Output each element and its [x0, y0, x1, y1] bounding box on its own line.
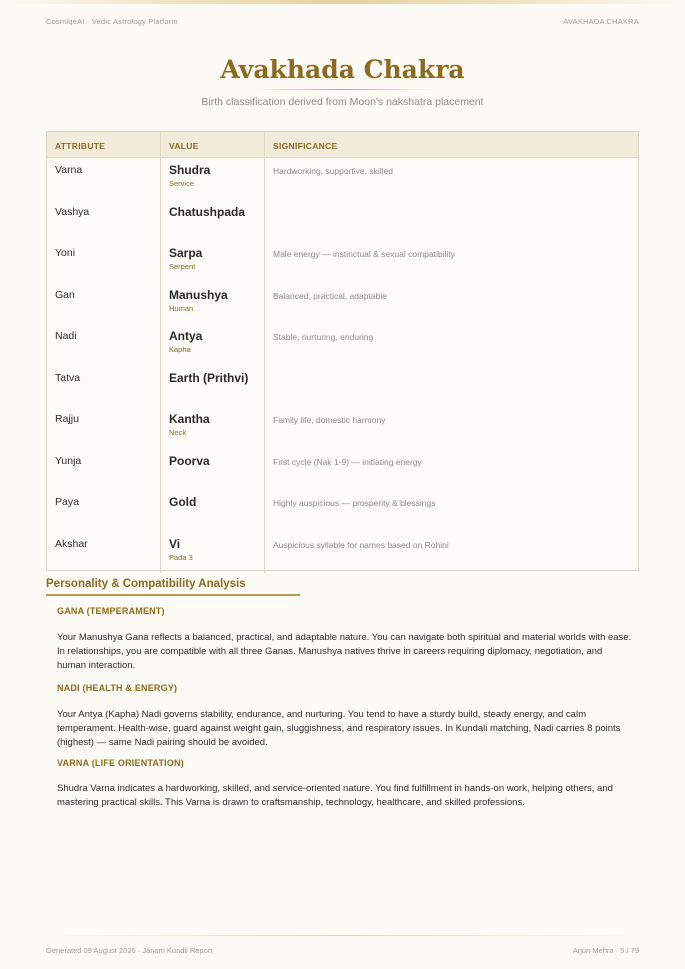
table-row [47, 158, 638, 200]
value-cell [161, 407, 265, 449]
attribute-cell: Yoni [47, 241, 161, 283]
value-main: Kantha [169, 412, 210, 426]
value-sublabel: Serpent [169, 262, 196, 271]
value-sublabel: Human [169, 303, 194, 313]
footer-divider [46, 935, 639, 936]
attribute-cell: Gan [47, 283, 161, 325]
value-main: Earth (Prithvi) [169, 370, 249, 385]
attribute-cell: Yunja [47, 449, 161, 491]
attribute-cell: Akshar [47, 532, 161, 574]
gana-paragraph: Your Manushya Gana reflects a balanced, practical, and adaptable nature. You can navigate both spiritual and material worlds with ease. In relationships, you are compatible with all three Ganas. Manushya natives thrive in careers requiring diplomacy, negotiation, and human interaction. [57, 632, 632, 671]
value-cell [161, 241, 265, 283]
table-row [47, 283, 638, 325]
page-footer [46, 946, 639, 955]
value-main: Poorva [169, 453, 210, 468]
column-header-value: VALUE [161, 132, 265, 157]
value-cell [161, 324, 265, 366]
page-subtitle: Birth classification derived from Moon's nakshatra placement [201, 96, 484, 108]
analysis-title: Personality & Compatibility Analysis [46, 578, 246, 590]
value-main: Manushya [169, 287, 228, 302]
significance-cell: Male energy — instinctual & sexual compatibility [273, 249, 455, 259]
attribute-cell: Rajju [47, 407, 161, 449]
varna-paragraph: Shudra Varna indicates a hardworking, skilled, and service-oriented nature. You find fulfillment in hands-on work, helping others, and mastering practical skills. This Varna is drawn to craftsmanship, technology, healthcare, and skilled professions. [57, 783, 613, 808]
nadi-paragraph: Your Antya (Kapha) Nadi governs stability, endurance, and nurturing. You tend to have a sturdy build, steady energy, and calm temperament. Health-wise, guard against weight gain, sluggishness, and respiratory issues. In Kundali matching, Nadi carries 8 points (highest) — same Nadi pairing should be avoided. [57, 709, 621, 748]
table-row [47, 490, 638, 532]
value-sublabel: Service [169, 179, 195, 188]
significance-cell: First cycle (Nak 1-9) — initiating energy [273, 456, 422, 467]
top-accent-bar [0, 0, 685, 4]
table-row [47, 200, 638, 242]
header-section-label: AVAKHADA CHAKRA [563, 17, 639, 26]
significance-cell: Highly auspicious — prosperity & blessings [273, 498, 436, 508]
gana-heading: GANA (TEMPERAMENT) [57, 606, 165, 616]
analysis-title-underline [46, 594, 300, 596]
value-cell [161, 283, 265, 325]
value-main: Chatushpada [169, 204, 246, 219]
footer-page-info: Arjun Mehra · 5 / 79 [572, 946, 639, 955]
attribute-cell: Paya [47, 490, 161, 532]
attribute-cell: Vashya [47, 200, 161, 242]
column-header-attribute: ATTRIBUTE [47, 132, 161, 157]
table-header [47, 132, 638, 158]
varna-heading: VARNA (LIFE ORIENTATION) [57, 758, 184, 768]
value-cell [161, 449, 265, 491]
significance-cell: Hardworking, supportive, skilled [273, 166, 393, 176]
avakhada-table [46, 131, 639, 571]
attribute-cell: Nadi [47, 324, 161, 366]
value-main: Antya [169, 329, 203, 343]
value-sublabel: Neck [169, 428, 187, 437]
nadi-heading: NADI (HEALTH & ENERGY) [57, 683, 178, 693]
value-cell [161, 532, 265, 574]
table-body [47, 158, 638, 573]
significance-cell: Balanced, practical, adaptable [273, 290, 387, 301]
value-main: Vi [169, 536, 181, 551]
value-cell [161, 490, 265, 532]
page-header [46, 17, 639, 26]
value-main: Shudra [169, 163, 211, 177]
table-row [47, 449, 638, 491]
page-title: Avakhada Chakra [220, 55, 465, 84]
table-row [47, 366, 638, 408]
footer-generated-info: Generated 09 August 2026 · Janam Kundli Report [46, 946, 213, 955]
significance-cell: Auspicious syllable for names based on Rohini [273, 539, 449, 550]
attribute-cell: Varna [47, 158, 161, 200]
column-header-significance: SIGNIFICANCE [273, 141, 338, 151]
significance-cell: Stable, nurturing, enduring [273, 332, 374, 342]
value-sublabel: Kapha [169, 345, 191, 354]
table-row [47, 324, 638, 366]
table-row [47, 241, 638, 283]
attribute-cell: Tatva [47, 366, 161, 408]
table-row [47, 407, 638, 449]
significance-cell [265, 366, 638, 408]
significance-cell [265, 200, 638, 242]
header-brand: CosmiqeAI · Vedic Astrology Platform [46, 17, 178, 26]
value-main: Sarpa [169, 246, 203, 260]
table-row [47, 532, 638, 574]
value-cell [161, 366, 265, 408]
title-divider [252, 89, 433, 90]
significance-cell: Family life, domestic harmony [273, 415, 386, 425]
value-main: Gold [169, 495, 197, 509]
value-cell [161, 158, 265, 200]
value-cell [161, 200, 265, 242]
value-sublabel: Pada 3 [169, 552, 193, 562]
